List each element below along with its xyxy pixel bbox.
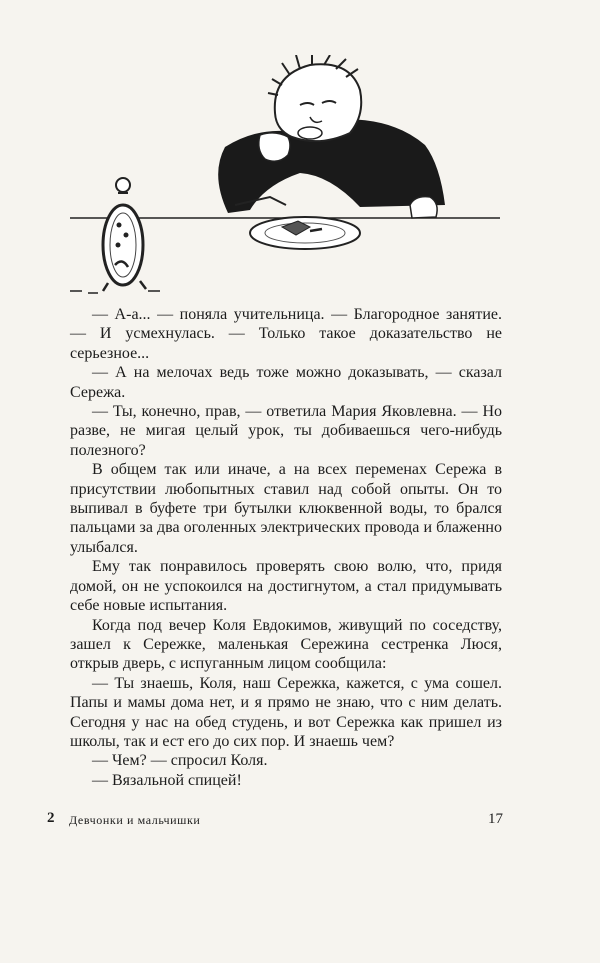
paragraph: В общем так или иначе, а на всех переменах Сережа в присутствии любопытных ставил над собой опыты. Он то выпивал в буфете три бутылки клюквенной воды, то брался пальцами за два оголенных электрических провода и блаженно улыбался. bbox=[70, 461, 502, 556]
boy-figure bbox=[218, 55, 445, 218]
paragraph: — Ты знаешь, Коля, наш Сережка, кажется, с ума сошел. Папы и мамы дома нет, и я прямо не знаю, что с ним делать. Сегодня у нас на обед студень, и вот Сережка как пришел из школы, так и ест его до сих пор. И знаешь чем? bbox=[70, 674, 502, 750]
book-title: Девчонки и мальчишки bbox=[69, 813, 201, 827]
plate-icon bbox=[250, 217, 360, 249]
paragraph: — Ты, конечно, прав, — ответила Мария Яковлевна. — Но разве, не мигая целый урок, ты добиваешься чего-нибудь полезного? bbox=[70, 403, 502, 459]
paragraph: Когда под вечер Коля Евдокимов, живущий по соседству, зашел к Сережке, маленькая Сережина сестренка Люся, открыв дверь, с испуганным лицом сообщила: bbox=[70, 616, 502, 673]
boy-eating-illustration bbox=[60, 55, 520, 300]
paragraph: — Чем? — спросил Коля. bbox=[92, 752, 268, 770]
alarm-clock-icon bbox=[70, 178, 160, 293]
paragraph: Ему так понравилось проверять свою волю, что, придя домой, он не успокоился на достигнутом, а стал придумывать себе новые испытания. bbox=[70, 558, 502, 615]
page-number: 17 bbox=[488, 811, 503, 827]
paragraph: — Вязальной спицей! bbox=[92, 771, 242, 789]
paragraph: — А-а... — поняла учительница. — Благородное занятие. — И усмехнулась. — Только такое доказательство не серьезное... bbox=[70, 306, 502, 362]
signature-number: 2 bbox=[47, 810, 55, 826]
story-text bbox=[70, 305, 502, 790]
paragraph: — А на мелочах ведь тоже можно доказывать, — сказал Сережа. bbox=[70, 364, 502, 401]
